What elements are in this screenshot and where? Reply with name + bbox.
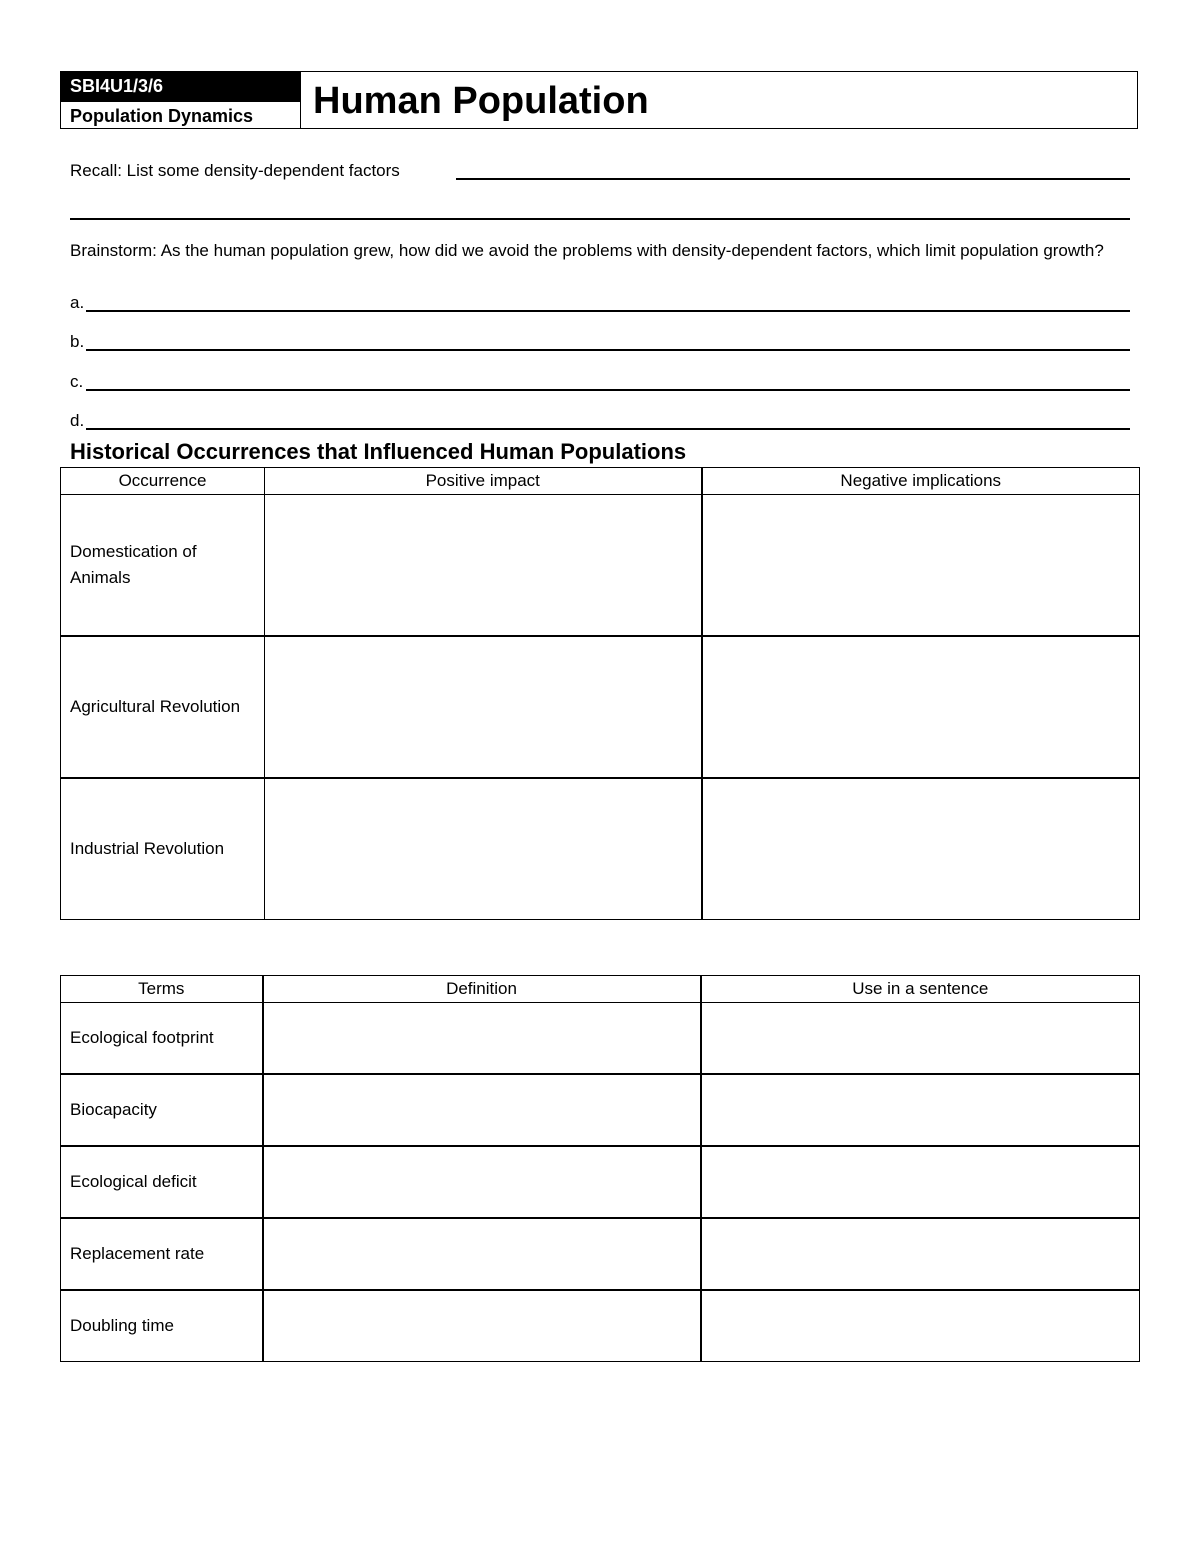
worksheet-header [60,71,1138,129]
table-row [61,1074,1140,1146]
answer-label-c: c. [70,372,84,391]
page-title: Human Population [313,80,649,122]
definition-cell[interactable] [263,1290,701,1362]
table-row [61,1146,1140,1218]
negative-implications-cell[interactable] [702,778,1140,920]
column-header: Positive impact [265,468,702,495]
table-row [61,778,1140,920]
table-header-row [61,976,1140,1003]
answer-label-a: a. [70,293,85,312]
column-header: Definition [263,976,701,1003]
term-cell: Replacement rate [61,1218,263,1290]
answer-line-a[interactable] [86,310,1130,312]
occurrence-cell: Domestication of Animals [61,495,265,637]
sentence-cell[interactable] [701,1218,1140,1290]
section-heading: Historical Occurrences that Influenced Human Populations [70,439,687,464]
column-header: Occurrence [61,468,265,495]
sentence-cell[interactable] [701,1074,1140,1146]
terms-table [60,975,1140,1362]
table-row [61,636,1140,778]
definition-cell[interactable] [263,1003,701,1075]
answer-line-c[interactable] [86,389,1130,391]
table-row [61,495,1140,637]
column-header: Negative implications [702,468,1140,495]
term-cell: Doubling time [61,1290,263,1362]
table-header-row [61,468,1140,495]
answer-label-d: d. [70,411,85,430]
answer-line-d[interactable] [86,428,1130,430]
table-row [61,1290,1140,1362]
occurrence-cell: Agricultural Revolution [61,636,265,778]
unit-name: Population Dynamics [61,101,300,129]
definition-cell[interactable] [263,1146,701,1218]
recall-prompt: Recall: List some density-dependent factors [70,161,400,180]
recall-answer-line-1[interactable] [456,178,1130,180]
positive-impact-cell[interactable] [265,778,702,920]
negative-implications-cell[interactable] [702,495,1140,637]
sentence-cell[interactable] [701,1003,1140,1075]
sentence-cell[interactable] [701,1146,1140,1218]
occurrence-cell: Industrial Revolution [61,778,265,920]
brainstorm-prompt: Brainstorm: As the human population grew, how did we avoid the problems with density-dependent factors, which limit population growth? [70,241,1104,260]
definition-cell[interactable] [263,1074,701,1146]
definition-cell[interactable] [263,1218,701,1290]
column-header: Use in a sentence [701,976,1140,1003]
term-cell: Ecological deficit [61,1146,263,1218]
negative-implications-cell[interactable] [702,636,1140,778]
sentence-cell[interactable] [701,1290,1140,1362]
table-row [61,1003,1140,1075]
table-row [61,1218,1140,1290]
answer-label-b: b. [70,332,85,351]
course-code: SBI4U1/3/6 [61,72,300,101]
positive-impact-cell[interactable] [265,636,702,778]
header-divider [300,72,301,129]
column-header: Terms [61,976,263,1003]
answer-line-b[interactable] [86,349,1130,351]
positive-impact-cell[interactable] [265,495,702,637]
term-cell: Biocapacity [61,1074,263,1146]
recall-answer-line-2[interactable] [70,218,1130,220]
historical-table [60,467,1140,920]
term-cell: Ecological footprint [61,1003,263,1075]
